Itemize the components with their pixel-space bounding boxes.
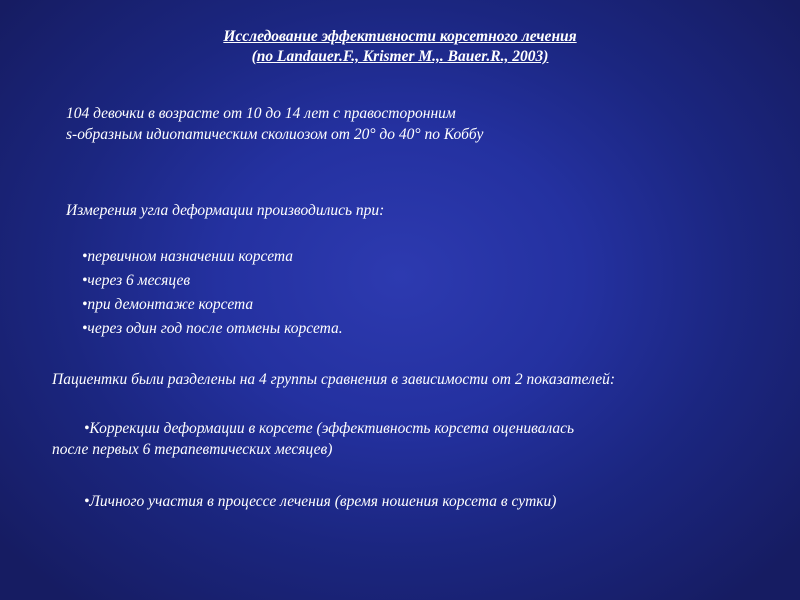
intro-line-1: 104 девочки в возрасте от 10 до 14 лет с правосторонним [66, 105, 456, 122]
criterion-participation: •Личного участия в процессе лечения (время ношения корсета в сутки) [84, 493, 557, 510]
criterion-correction-line-2: после первых 6 терапевтических месяцев) [52, 441, 333, 458]
slide-title [0, 27, 800, 67]
study-description [66, 103, 483, 145]
measurement-item-initial: •первичном назначении корсета [82, 248, 293, 265]
measurement-label: Измерения угла деформации производились при: [66, 202, 385, 219]
title-line-2: (по Landauer.F., Krismer M.,. Bauer.R., 2003) [251, 48, 549, 65]
intro-line-2: s-образным идиопатическим сколиозом от 20° до 40° по Коббу [66, 126, 484, 143]
title-line-1: Исследование эффективности корсетного лечения [223, 28, 577, 45]
criterion-correction [52, 418, 574, 460]
criterion-correction-line-1: •Коррекции деформации в корсете (эффективность корсета оценивалась [84, 420, 575, 437]
groups-label: Пациентки были разделены на 4 группы сравнения в зависимости от 2 показателей: [52, 371, 616, 388]
measurement-list [82, 245, 343, 341]
measurement-item-6-months: •через 6 месяцев [82, 272, 191, 289]
measurement-item-removal: •при демонтаже корсета [82, 296, 254, 313]
measurement-item-one-year: •через один год после отмены корсета. [82, 320, 343, 337]
